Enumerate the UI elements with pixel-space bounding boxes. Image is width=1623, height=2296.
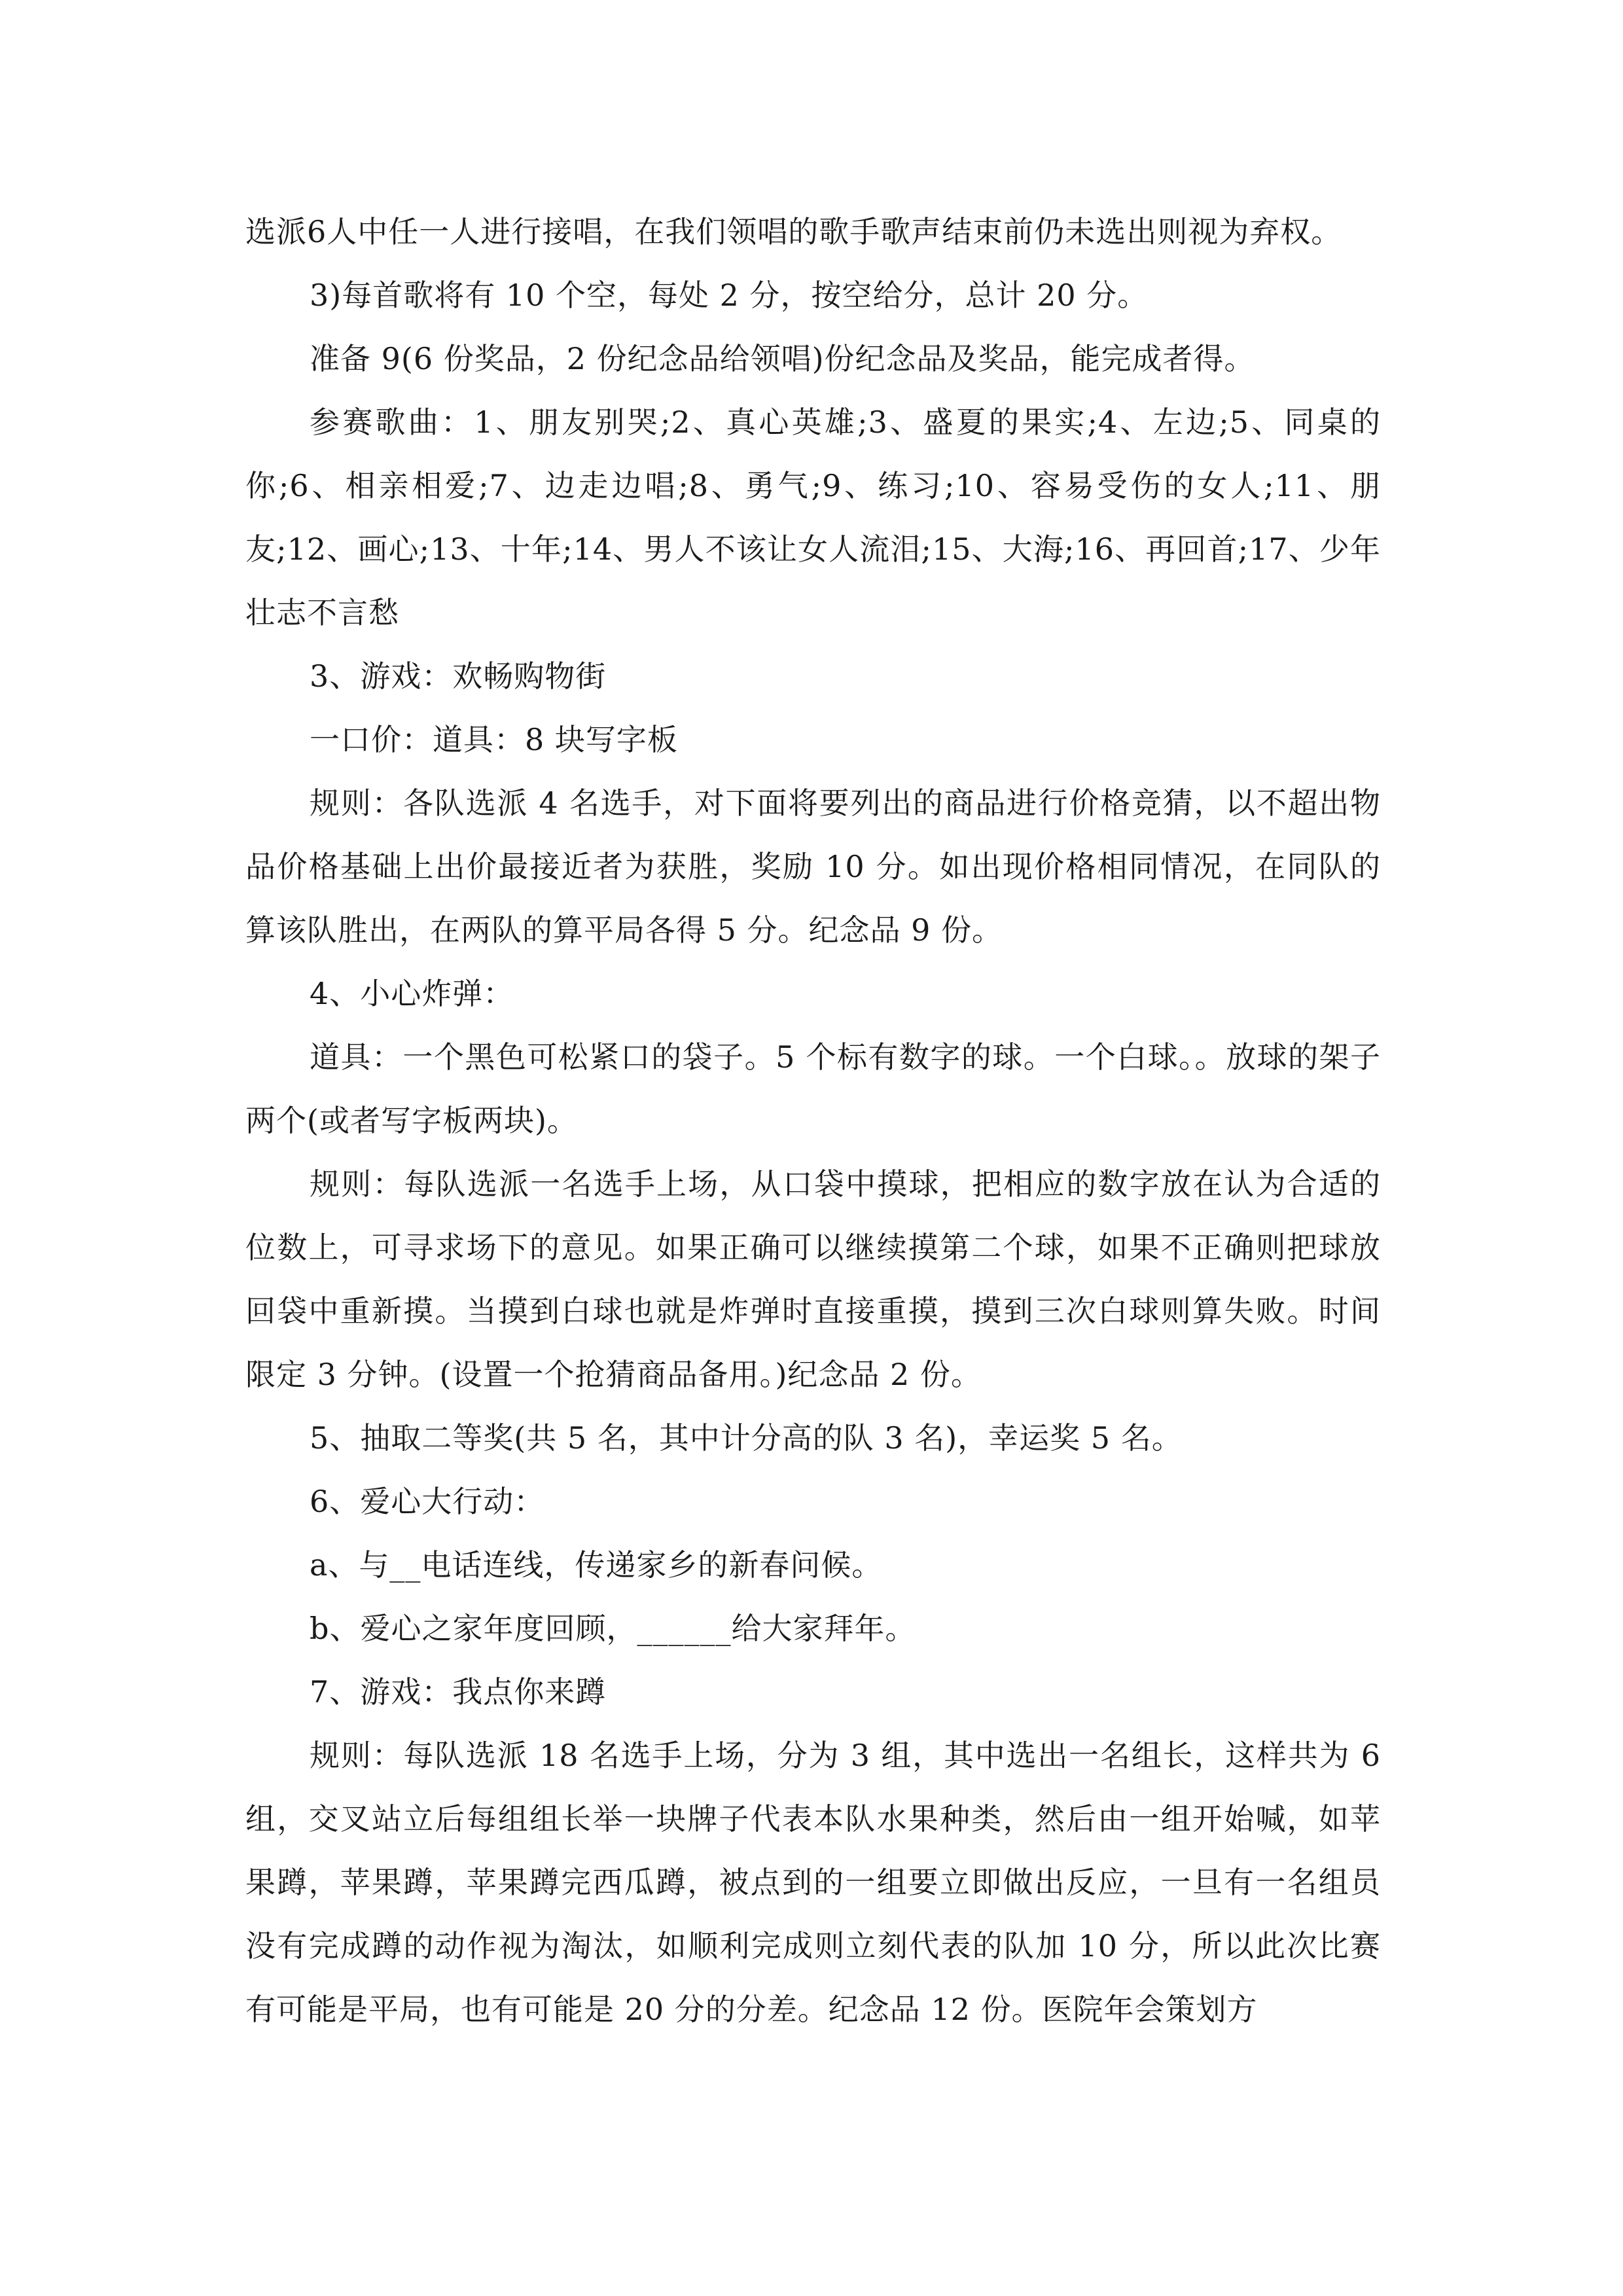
paragraph-props-boards: 一口价：道具：8 块写字板 [310,722,678,757]
paragraph-phone-link: a、与__电话连线，传递家乡的新春问候。 [310,1547,883,1583]
heading-game-shopping: 3、游戏：欢畅购物街 [310,658,607,694]
heading-love-action: 6、爱心大行动： [310,1484,545,1519]
paragraph-blanks-scoring: 3)每首歌将有 10 个空，每处 2 分，按空给分，总计 20 分。 [310,278,1149,313]
body-text [245,200,1381,2041]
paragraph-rules-price-guess: 规则：各队选派 4 名选手，对下面将要列出的商品进行价格竞猜，以不超出物品价格基础上出价最接近者为获胜，奖励 10 分。如出现价格相同情况，在同队的算该队胜出，在两队的算平局各得 5 分。纪念品 9 份。 [245,785,1381,948]
paragraph-prizes: 准备 9(6 份奖品，2 份纪念品给领唱)份纪念品及奖品，能完成者得。 [310,341,1255,376]
paragraph-bomb-rules: 规则：每队选派一名选手上场，从口袋中摸球，把相应的数字放在认为合适的位数上，可寻求场下的意见。如果正确可以继续摸第二个球，如果不正确则把球放回袋中重新摸。当摸到白球也就是炸弹时直接重摸，摸到三次白球则算失败。时间限定 3 分钟。(设置一个抢猜商品备用。)纪念品 2 份。 [245,1166,1381,1392]
paragraph-continuation: 选派6人中任一人进行接唱，在我们领唱的歌手歌声结束前仍未选出则视为弃权。 [245,214,1342,249]
heading-bomb-game: 4、小心炸弹： [310,976,514,1011]
paragraph-second-prize-draw: 5、抽取二等奖(共 5 名，其中计分高的队 3 名)，幸运奖 5 名。 [310,1420,1183,1456]
paragraph-song-list: 参赛歌曲：1、朋友别哭;2、真心英雄;3、盛夏的果实;4、左边;5、同桌的你;6、相亲相爱;7、边走边唱;8、勇气;9、练习;10、容易受伤的女人;11、朋友;12、画心;13、十年;14、男人不该让女人流泪;15、大海;16、再回首;17、少年壮志不言愁 [245,404,1381,630]
paragraph-annual-review: b、爱心之家年度回顾，______给大家拜年。 [310,1611,916,1646]
paragraph-squat-rules: 规则：每队选派 18 名选手上场，分为 3 组，其中选出一名组长，这样共为 6 组，交叉站立后每组组长举一块牌子代表本队水果种类，然后由一组开始喊，如苹果蹲，苹果蹲，苹果蹲完西瓜蹲，被点到的一组要立即做出反应，一旦有一名组员没有完成蹲的动作视为淘汰，如顺利完成则立刻代表的队加 10 分，所以此次比赛有可能是平局，也有可能是 20 分的分差。纪念品 12 份。医院年会策划方 [245,1738,1381,2027]
heading-squat-game: 7、游戏：我点你来蹲 [310,1674,607,1710]
paragraph-bomb-props: 道具：一个黑色可松紧口的袋子。5 个标有数字的球。一个白球。。放球的架子两个(或者写字板两块)。 [245,1039,1381,1138]
